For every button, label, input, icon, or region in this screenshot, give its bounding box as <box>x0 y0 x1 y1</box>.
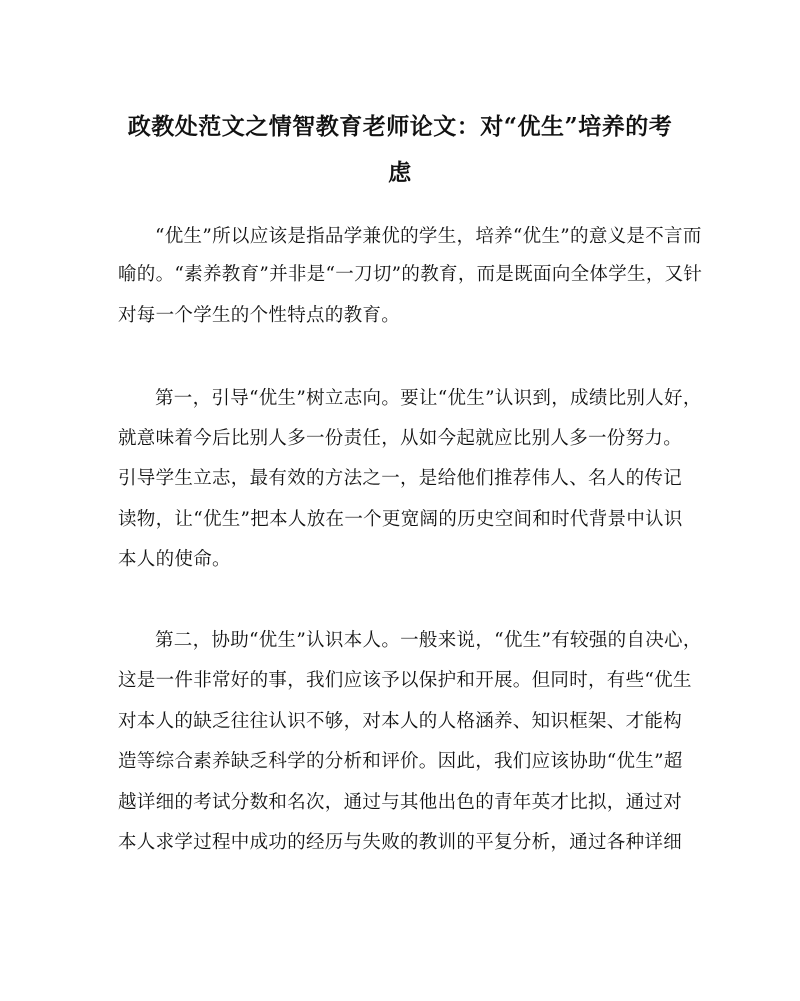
paragraph-2-line-2: 就意味着今后比别人多一份责任，从如今起就应比别人多一份努力。 <box>118 428 683 449</box>
paragraph-1-line-1: “优生”所以应该是指品学兼优的学生，培养“优生”的意义是不言而 <box>155 226 702 247</box>
paragraph-3-line-5: 越详细的考试分数和名次，通过与其他出色的青年英才比拟，通过对 <box>118 792 683 813</box>
paragraph-2-line-4: 读物，让“优生”把本人放在一个更宽阔的历史空间和时代背景中认识 <box>118 509 683 530</box>
paragraph-2-line-1: 第一，引导“优生”树立志向。要让“优生”认识到，成绩比别人好， <box>155 388 702 409</box>
paragraph-3-line-1: 第二，协助“优生”认识本人。一般来说，“优生”有较强的自决心， <box>155 630 702 651</box>
paragraph-3-line-2: 这是一件非常好的事，我们应该予以保护和开展。但同时，有些“优生 <box>118 670 692 691</box>
paragraph-2-line-5: 本人的使命。 <box>118 549 231 570</box>
paragraph-3-line-4: 造等综合素养缺乏科学的分析和评价。因此，我们应该协助“优生”超 <box>118 751 683 772</box>
paragraph-3-line-6: 本人求学过程中成功的经历与失败的教训的平复分析，通过各种详细 <box>118 832 683 853</box>
document-title: 政教处范文之情智教育老师论文：对“优生”培养的考虑 <box>127 113 673 186</box>
paragraph-1-line-3: 对每一个学生的个性特点的教育。 <box>118 305 401 326</box>
paragraph-2-line-3: 引导学生立志，最有效的方法之一，是给他们推荐伟人、名人的传记 <box>118 468 683 489</box>
paragraph-1-line-2: 喻的。“素养教育”并非是“一刀切”的教育，而是既面向全体学生，又针 <box>118 264 703 285</box>
paragraph-3-line-3: 对本人的缺乏往往认识不够，对本人的人格涵养、知识框架、才能构 <box>118 711 683 732</box>
